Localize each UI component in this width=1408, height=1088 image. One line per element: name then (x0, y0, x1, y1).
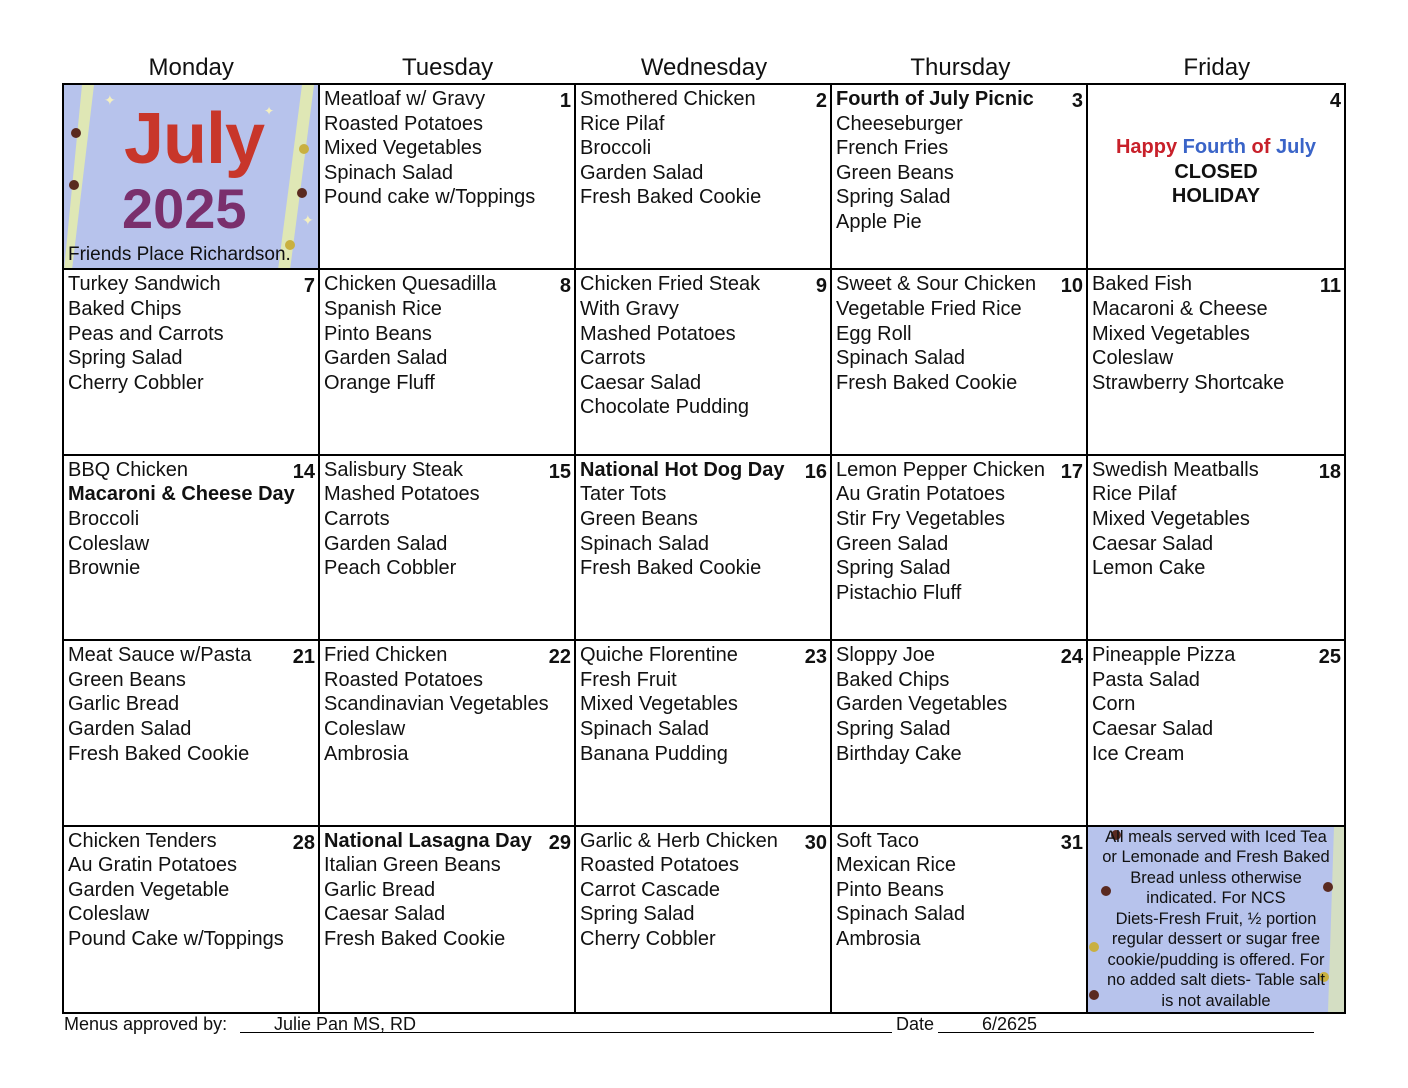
menu-item: Spring Salad (836, 557, 951, 580)
menu-item: With Gravy (580, 297, 679, 320)
menu-item: Pound cake w/Toppings (324, 186, 536, 209)
menu-item: Apple Pie (836, 210, 922, 233)
special-day-title: National Lasagna Day (324, 829, 532, 852)
menu-item: Broccoli (68, 507, 140, 530)
menu-item: Spinach Salad (324, 161, 453, 184)
menu-item: Roasted Potatoes (580, 854, 739, 877)
day-cell-11 (1088, 270, 1344, 455)
day-cell-9 (576, 270, 832, 455)
menu-item: Fresh Baked Cookie (68, 742, 250, 765)
note-line: All meals served with Iced Tea (1105, 827, 1327, 846)
menu-item: Banana Pudding (580, 742, 728, 765)
menu-item: Ice Cream (1092, 742, 1185, 765)
day-number: 31 (1060, 831, 1083, 854)
menu-item: Spinach Salad (580, 532, 709, 555)
day-number: 10 (1060, 275, 1083, 298)
menu-item: Italian Green Beans (324, 854, 501, 877)
menu-item: Rice Pilaf (580, 112, 665, 135)
weekday-monday: Monday (148, 54, 234, 81)
menu-item: Fried Chicken (324, 644, 448, 667)
day-cell-18 (1088, 456, 1344, 641)
menu-item: Stir Fry Vegetables (836, 507, 1005, 530)
menu-item: Baked Fish (1092, 273, 1193, 296)
banner-year: 2025 (122, 177, 247, 240)
special-day-title: Fourth of July Picnic (836, 88, 1034, 110)
day-number: 17 (1060, 460, 1083, 483)
meal-notes-text (1088, 827, 1344, 1012)
day-number: 7 (303, 275, 315, 298)
holiday-word-of: of (1251, 136, 1271, 158)
svg-text:✦: ✦ (264, 104, 275, 118)
menu-item: Cheeseburger (836, 112, 963, 135)
day-number: 4 (1329, 90, 1341, 112)
day-cell-23 (576, 641, 832, 826)
menu-item: Cherry Cobbler (580, 927, 716, 950)
day-number: 14 (292, 460, 315, 483)
menu-item: Spinach Salad (836, 903, 965, 926)
day-cell-24 (832, 641, 1088, 826)
menu-item: Pistachio Fluff (836, 581, 962, 604)
menu-item: Spring Salad (836, 186, 951, 209)
day-cell-15 (320, 456, 576, 641)
menu-item: Scandinavian Vegetables (324, 693, 549, 716)
menu-item: Corn (1092, 693, 1136, 716)
day-number: 15 (548, 460, 571, 483)
menu-item: Pineapple Pizza (1092, 644, 1236, 667)
menu-item: Garlic & Herb Chicken (580, 829, 778, 852)
day-cell-29 (320, 827, 576, 1012)
menu-item: Sweet & Sour Chicken (836, 273, 1037, 296)
note-line: Diets-Fresh Fruit, ½ portion (1115, 909, 1317, 928)
menu-item: Pinto Beans (324, 322, 432, 345)
menu-item: Spanish Rice (324, 297, 442, 320)
menu-item: Spinach Salad (836, 347, 965, 370)
menu-item: Caesar Salad (1092, 532, 1214, 555)
menu-item: Fresh Baked Cookie (580, 557, 762, 580)
menu-item: Soft Taco (836, 829, 920, 852)
day-number: 29 (548, 831, 571, 854)
day-cell-2 (576, 85, 832, 270)
menu-item: Lemon Pepper Chicken (836, 458, 1046, 481)
note-line: is not available (1161, 991, 1271, 1010)
day-number: 25 (1318, 646, 1341, 669)
day-number: 8 (559, 275, 571, 298)
menu-item: Carrots (324, 507, 390, 530)
menu-item: Mashed Potatoes (580, 322, 736, 345)
menu-item: Strawberry Shortcake (1092, 371, 1285, 394)
menu-item: BBQ Chicken (68, 458, 189, 481)
note-line: regular dessert or sugar free (1111, 930, 1321, 949)
special-day-title: Macaroni & Cheese Day (68, 483, 295, 506)
menu-item: Garlic Bread (324, 878, 436, 901)
menu-item: Meatloaf w/ Gravy (324, 88, 486, 110)
menu-item: Smothered Chicken (580, 88, 756, 110)
weekday-wednesday: Wednesday (640, 54, 768, 81)
menu-item: Pinto Beans (836, 878, 944, 901)
menu-item: Mixed Vegetables (580, 693, 738, 716)
day-cell-16 (576, 456, 832, 641)
menu-item: Chicken Tenders (68, 829, 217, 852)
menu-item: Garden Salad (580, 161, 704, 184)
day-cell-7 (64, 270, 320, 455)
menu-item: Green Beans (580, 507, 698, 530)
banner-place: Friends Place Richardson. (68, 244, 291, 266)
menu-item: Vegetable Fried Rice (836, 297, 1022, 320)
menu-item: Chocolate Pudding (580, 396, 750, 419)
menu-item: Chicken Quesadilla (324, 273, 497, 296)
svg-text:✦: ✦ (302, 212, 314, 228)
note-line: indicated. For NCS (1146, 889, 1286, 908)
day-cell-31 (832, 827, 1088, 1012)
menu-item: Pasta Salad (1092, 668, 1200, 691)
approval-footer (64, 1013, 1324, 1035)
day-number: 22 (548, 646, 571, 669)
banner-month: July (124, 99, 265, 179)
menu-item: Swedish Meatballs (1092, 458, 1259, 481)
menu-item: Egg Roll (836, 322, 912, 345)
day-number: 28 (292, 831, 315, 854)
menu-item: Broccoli (580, 137, 652, 160)
menu-item: Au Gratin Potatoes (68, 854, 237, 877)
menu-item: Brownie (68, 557, 141, 580)
menu-item: Coleslaw (68, 532, 150, 555)
meal-notes-panel (1088, 827, 1344, 1012)
menu-item: Tater Tots (580, 483, 667, 506)
menu-item: Mixed Vegetables (1092, 507, 1250, 530)
menu-item: Fresh Baked Cookie (324, 927, 506, 950)
menu-item: Carrots (580, 347, 646, 370)
menu-item: Quiche Florentine (580, 644, 738, 667)
menu-item: Baked Chips (68, 297, 182, 320)
day-cell-14 (64, 456, 320, 641)
menu-item: Garden Salad (324, 347, 448, 370)
menu-item: Roasted Potatoes (324, 112, 483, 135)
day-cell-1 (320, 85, 576, 270)
day-cell-28 (64, 827, 320, 1012)
menu-item: Fresh Fruit (580, 668, 677, 691)
menu-item: Caesar Salad (580, 371, 702, 394)
day-cell-10 (832, 270, 1088, 455)
date-label: Date (896, 1014, 935, 1034)
day-number: 1 (559, 90, 571, 112)
day-cell-17 (832, 456, 1088, 641)
holiday-label: HOLIDAY (1171, 185, 1261, 208)
day-number: 3 (1071, 90, 1083, 112)
menu-item: Cherry Cobbler (68, 371, 204, 394)
day-cell-25 (1088, 641, 1344, 826)
menu-item: Green Beans (68, 668, 186, 691)
menu-item: Spring Salad (836, 717, 951, 740)
day-cell-8 (320, 270, 576, 455)
note-line: no added salt diets- Table salt (1106, 971, 1325, 990)
menu-item: Peas and Carrots (68, 322, 224, 345)
menu-calendar-grid (62, 83, 1346, 1014)
day-number: 21 (292, 646, 315, 669)
day-cell-3 (832, 85, 1088, 270)
menu-item: Garden Salad (68, 717, 192, 740)
day-number: 18 (1318, 460, 1341, 483)
weekday-header (63, 52, 1345, 84)
day-number: 30 (804, 831, 827, 854)
note-line: Bread unless otherwise (1130, 868, 1302, 887)
menu-item: Meat Sauce w/Pasta (68, 644, 252, 667)
menu-item: Coleslaw (324, 717, 406, 740)
menu-item: Chicken Fried Steak (580, 273, 761, 296)
menu-item: Rice Pilaf (1092, 483, 1177, 506)
menu-item: Turkey Sandwich (68, 273, 221, 296)
date-value: 6/2625 (982, 1014, 1038, 1034)
menu-item: Roasted Potatoes (324, 668, 483, 691)
holiday-word-happy: Happy (1115, 136, 1178, 158)
day-cell-22 (320, 641, 576, 826)
menu-item: Ambrosia (324, 742, 409, 765)
weekday-tuesday: Tuesday (402, 54, 494, 81)
menu-item: Orange Fluff (324, 371, 435, 394)
menu-item: Garden Vegetable (68, 878, 230, 901)
menu-item: Au Gratin Potatoes (836, 483, 1005, 506)
menu-item: Pound Cake w/Toppings (68, 927, 284, 950)
menu-item: Coleslaw (1092, 347, 1174, 370)
menu-item: Garlic Bread (68, 693, 180, 716)
approver-name: Julie Pan MS, RD (274, 1014, 417, 1034)
day-number: 11 (1319, 275, 1341, 298)
approved-by-label: Menus approved by: (64, 1014, 228, 1034)
day-number: 2 (815, 90, 827, 112)
holiday-word-fourth: Fourth (1182, 136, 1246, 158)
weekday-thursday: Thursday (910, 54, 1011, 81)
weekday-friday: Friday (1183, 54, 1251, 81)
menu-item: Coleslaw (68, 903, 150, 926)
menu-item: Spring Salad (68, 347, 183, 370)
menu-item: Caesar Salad (1092, 717, 1214, 740)
menu-item: Carrot Cascade (580, 878, 721, 901)
holiday-word-july: July (1275, 136, 1317, 158)
note-line: cookie/pudding is offered. For (1107, 950, 1325, 969)
note-line: or Lemonade and Fresh Baked (1102, 848, 1330, 867)
menu-item: Caesar Salad (324, 903, 446, 926)
menu-item: Lemon Cake (1092, 557, 1206, 580)
menu-item: Mixed Vegetables (324, 137, 482, 160)
menu-item: Salisbury Steak (324, 458, 463, 481)
menu-item: Fresh Baked Cookie (836, 371, 1018, 394)
menu-item: Baked Chips (836, 668, 950, 691)
menu-item: Mashed Potatoes (324, 483, 480, 506)
svg-text:✦: ✦ (104, 92, 116, 108)
day-cell-21 (64, 641, 320, 826)
menu-item: Sloppy Joe (836, 644, 935, 667)
special-day-title: National Hot Dog Day (580, 458, 785, 481)
menu-item: Garden Salad (324, 532, 448, 555)
day-number: 23 (804, 646, 827, 669)
menu-item: Macaroni & Cheese (1092, 297, 1268, 320)
day-number: 24 (1060, 646, 1083, 669)
holiday-notice (1088, 135, 1344, 209)
closed-label: CLOSED (1174, 160, 1258, 183)
day-number: 16 (804, 460, 827, 483)
menu-item: Mixed Vegetables (1092, 322, 1250, 345)
menu-item: Peach Cobbler (324, 557, 457, 580)
month-banner (64, 85, 320, 270)
menu-item: Birthday Cake (836, 742, 962, 765)
day-number: 9 (815, 275, 827, 298)
menu-item: Garden Vegetables (836, 693, 1008, 716)
day-cell-4 (1088, 85, 1344, 270)
menu-item: Mexican Rice (836, 854, 957, 877)
menu-item: Spinach Salad (580, 717, 709, 740)
menu-item: French Fries (836, 137, 949, 160)
menu-item: Green Salad (836, 532, 949, 555)
menu-item: Spring Salad (580, 903, 695, 926)
day-cell-30 (576, 827, 832, 1012)
menu-item: Fresh Baked Cookie (580, 186, 762, 209)
menu-item: Ambrosia (836, 927, 921, 950)
menu-item: Green Beans (836, 161, 954, 184)
